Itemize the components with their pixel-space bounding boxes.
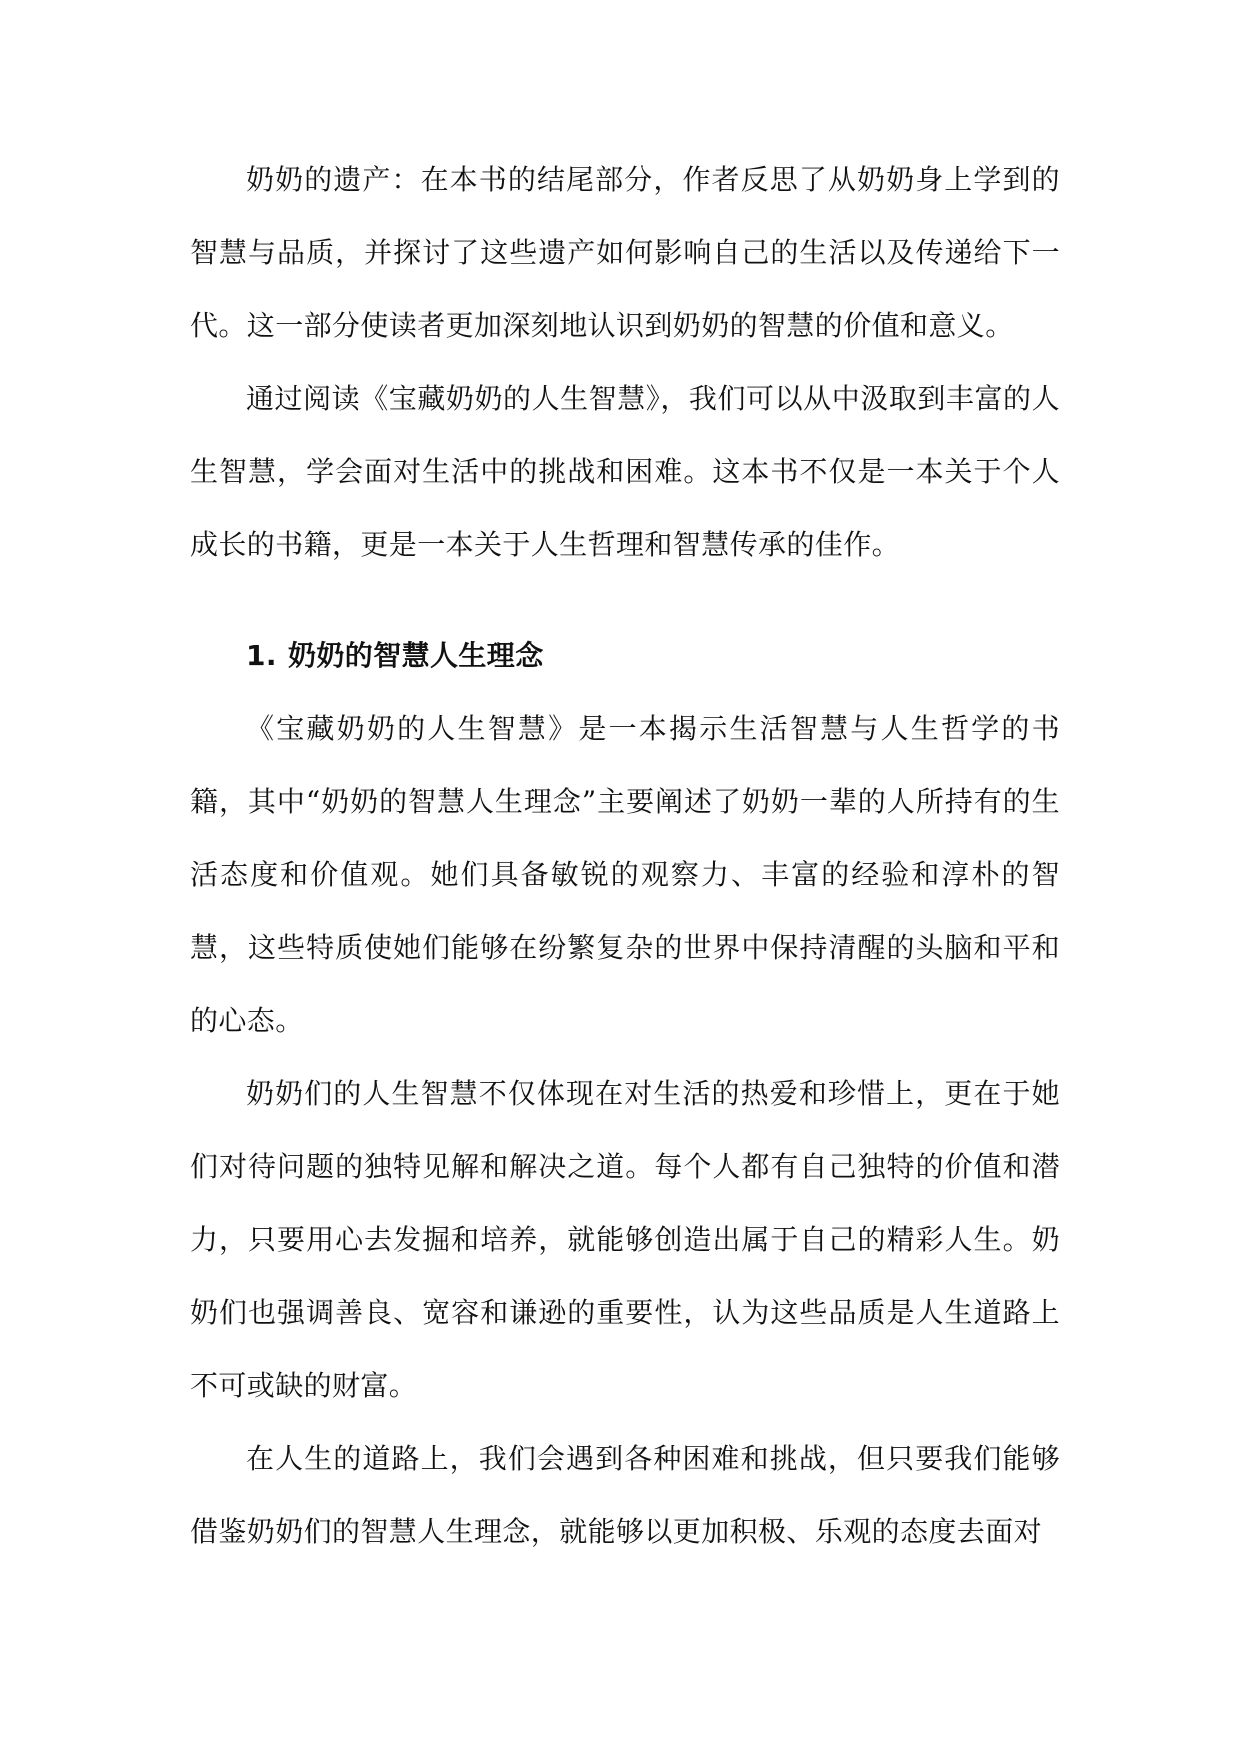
document-body — [190, 143, 1060, 1568]
paragraph-legacy: 奶奶的遗产：在本书的结尾部分，作者反思了从奶奶身上学到的智慧与品质，并探讨了这些遗产如何影响自己的生活以及传递给下一代。这一部分使读者更加深刻地认识到奶奶的智慧的价值和意义。 — [190, 163, 1060, 342]
section-title: 奶奶的智慧人生理念 — [288, 639, 544, 672]
paragraph-reading-summary: 通过阅读《宝藏奶奶的人生智慧》，我们可以从中汲取到丰富的人生智慧，学会面对生活中的挑战和困难。这本书不仅是一本关于个人成长的书籍，更是一本关于人生哲理和智慧传承的佳作。 — [190, 382, 1060, 561]
paragraph-philosophy-challenges: 在人生的道路上，我们会遇到各种困难和挑战，但只要我们能够借鉴奶奶们的智慧人生理念，就能够以更加积极、乐观的态度去面对 — [190, 1442, 1060, 1548]
section-number: 1. — [246, 639, 277, 672]
section-heading — [190, 619, 1060, 692]
paragraph-philosophy-intro: 《宝藏奶奶的人生智慧》是一本揭示生活智慧与人生哲学的书籍，其中“奶奶的智慧人生理念”主要阐述了奶奶一辈的人所持有的生活态度和价值观。她们具备敏锐的观察力、丰富的经验和淳朴的智慧，这些特质使她们能够在纷繁复杂的世界中保持清醒的头脑和平和的心态。 — [190, 712, 1060, 1037]
paragraph-philosophy-values: 奶奶们的人生智慧不仅体现在对生活的热爱和珍惜上，更在于她们对待问题的独特见解和解决之道。每个人都有自己独特的价值和潜力，只要用心去发掘和培养，就能够创造出属于自己的精彩人生。奶奶们也强调善良、宽容和谦逊的重要性，认为这些品质是人生道路上不可或缺的财富。 — [190, 1077, 1060, 1402]
